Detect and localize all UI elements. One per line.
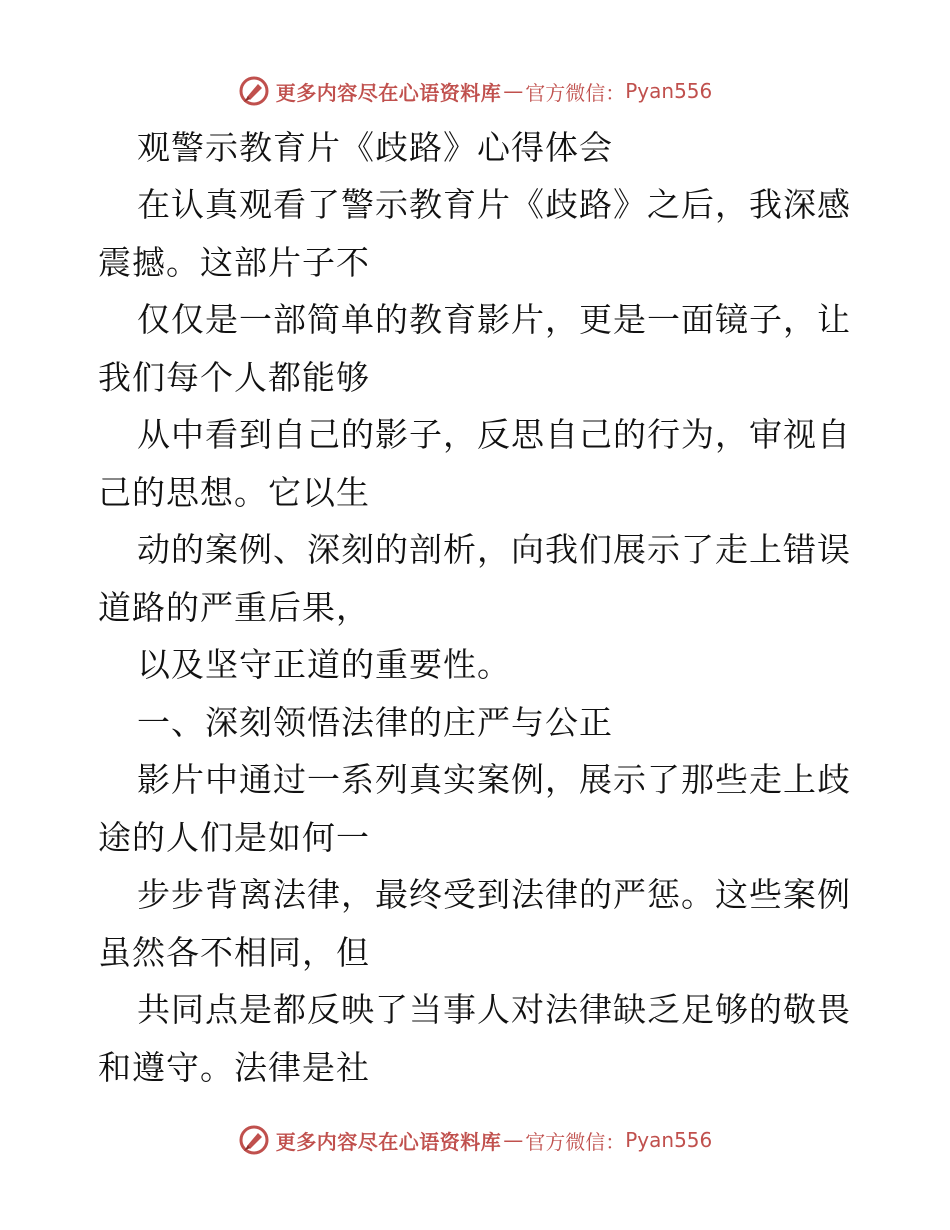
- header-banner: [0, 71, 950, 111]
- banner-separator: —: [503, 1128, 524, 1152]
- pen-nib-logo-icon: [238, 1124, 270, 1156]
- banner-contact-label: 官方微信：: [525, 1129, 626, 1154]
- banner-contact-id: Pyan556: [625, 79, 713, 103]
- banner-separator: —: [503, 79, 524, 103]
- paragraph-line: 步步背离法律，最终受到法律的严惩。这些案例: [137, 875, 851, 914]
- paragraph-line: 虽然各不相同，但: [98, 933, 370, 972]
- section-heading: 一、深刻领悟法律的庄严与公正: [137, 703, 613, 742]
- banner-site-name: 更多内容尽在心语资料库: [275, 80, 502, 105]
- paragraph-line: 以及坚守正道的重要性。: [137, 645, 511, 684]
- paragraph-line: 仅仅是一部简单的教育影片，更是一面镜子，让: [137, 300, 851, 339]
- banner-site-name: 更多内容尽在心语资料库: [275, 1129, 502, 1154]
- paragraph-line: 震撼。这部片子不: [98, 243, 370, 282]
- banner-contact-label: 官方微信：: [525, 80, 626, 105]
- banner-contact-id: Pyan556: [625, 1128, 713, 1152]
- paragraph-line: 从中看到自己的影子，反思自己的行为，审视自: [137, 415, 851, 454]
- paragraph-line: 在认真观看了警示教育片《歧路》之后，我深感: [137, 185, 851, 224]
- paragraph-line: 己的思想。它以生: [98, 473, 370, 512]
- paragraph-line: 道路的严重后果，: [98, 588, 370, 627]
- document-title: 观警示教育片《歧路》心得体会: [137, 128, 613, 167]
- paragraph-line: 共同点是都反映了当事人对法律缺乏足够的敬畏: [137, 990, 851, 1029]
- footer-banner: [0, 1120, 950, 1160]
- pen-nib-logo-icon: [238, 75, 270, 107]
- paragraph-line: 我们每个人都能够: [98, 358, 370, 397]
- paragraph-line: 动的案例、深刻的剖析，向我们展示了走上错误: [137, 530, 851, 569]
- paragraph-line: 途的人们是如何一: [98, 818, 370, 857]
- paragraph-line: 和遵守。法律是社: [98, 1048, 370, 1087]
- paragraph-line: 影片中通过一系列真实案例，展示了那些走上歧: [137, 760, 851, 799]
